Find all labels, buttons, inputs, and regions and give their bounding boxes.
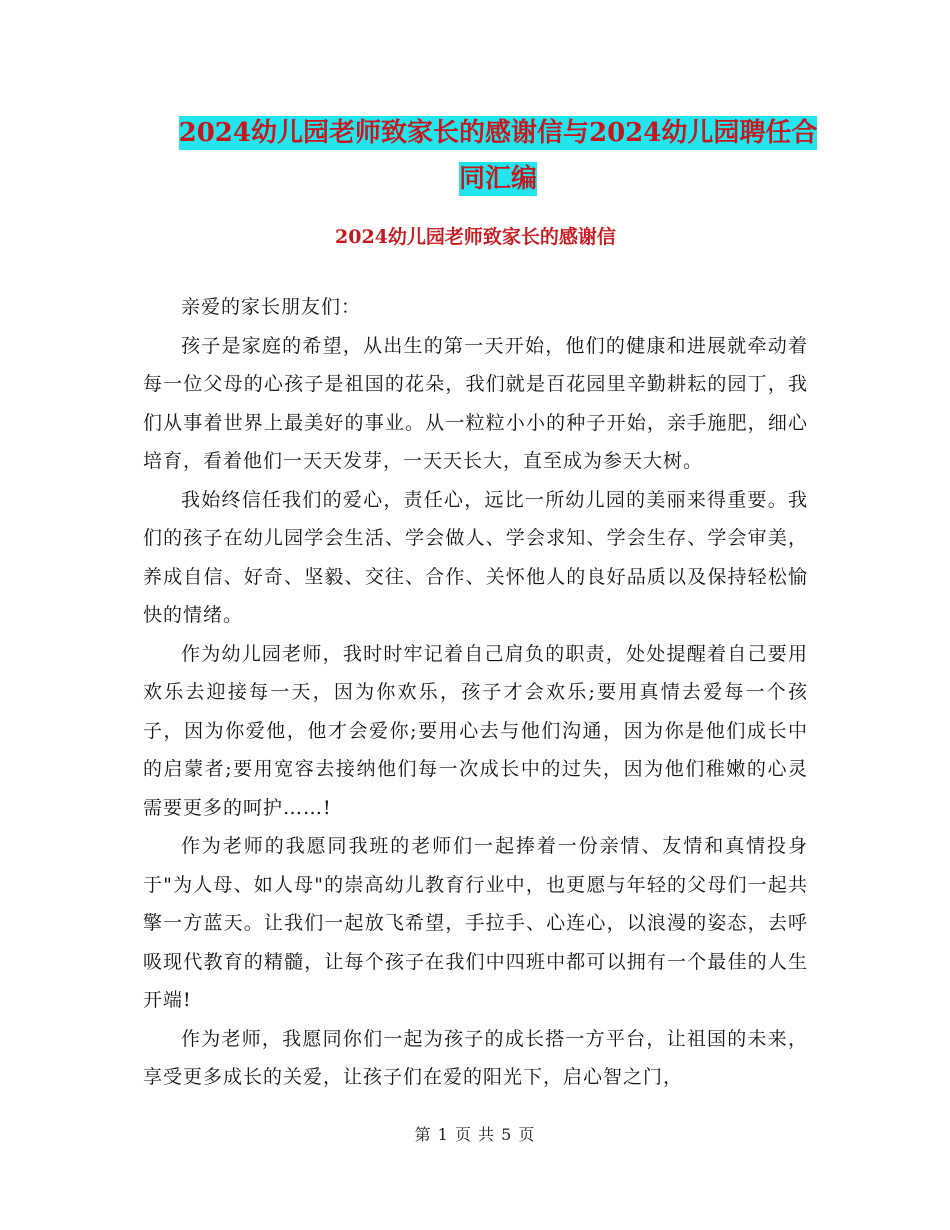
letter-body <box>143 288 808 1097</box>
document-title <box>143 110 853 202</box>
section-title: 2024幼儿园老师致家长的感谢信 <box>335 226 616 248</box>
document-title-line2: 同汇编 <box>458 164 537 194</box>
paragraph-5: 作为老师，我愿同你们一起为孩子的成长搭一方平台，让祖国的未来，享受更多成长的关爱，让孩子们在爱的阳光下，启心智之门， <box>143 1027 808 1088</box>
paragraph-3: 作为幼儿园老师，我时时牢记着自己肩负的职责，处处提醒着自己要用欢乐去迎接每一天，因为你欢乐，孩子才会欢乐;要用真情去爱每一个孩子，因为你爱他，他才会爱你;要用心去与他们沟通，因为你是他们成长中的启蒙者;要用宽容去接纳他们每一次成长中的过失，因为他们稚嫩的心灵需要更多的呵护……! <box>143 642 808 819</box>
salutation: 亲爱的家长朋友们： <box>181 296 362 318</box>
document-title-line1: 2024幼儿园老师致家长的感谢信与2024幼儿园聘任合 <box>178 118 818 148</box>
paragraph-2: 我始终信任我们的爱心，责任心，远比一所幼儿园的美丽来得重要。我们的孩子在幼儿园学会生活、学会做人、学会求知、学会生存、学会审美，养成自信、好奇、坚毅、交往、合作、关怀他人的良好品质以及保持轻松愉快的情绪。 <box>143 488 808 626</box>
page-number-footer: 第 1 页 共 5 页 <box>414 1125 536 1144</box>
paragraph-4: 作为老师的我愿同我班的老师们一起捧着一份亲情、友情和真情投身于"为人母、如人母"的崇高幼儿教育行业中，也更愿与年轻的父母们一起共擎一方蓝天。让我们一起放飞希望，手拉手、心连心，以浪漫的姿态，去呼吸现代教育的精髓，让每个孩子在我们中四班中都可以拥有一个最佳的人生开端! <box>143 835 808 1011</box>
paragraph-1: 孩子是家庭的希望，从出生的第一天开始，他们的健康和进展就牵动着每一位父母的心孩子是祖国的花朵，我们就是百花园里辛勤耕耘的园丁，我们从事着世界上最美好的事业。从一粒粒小小的种子开始，亲手施肥，细心培育，看着他们一天天发芽，一天天长大，直至成为参天大树。 <box>143 334 808 472</box>
